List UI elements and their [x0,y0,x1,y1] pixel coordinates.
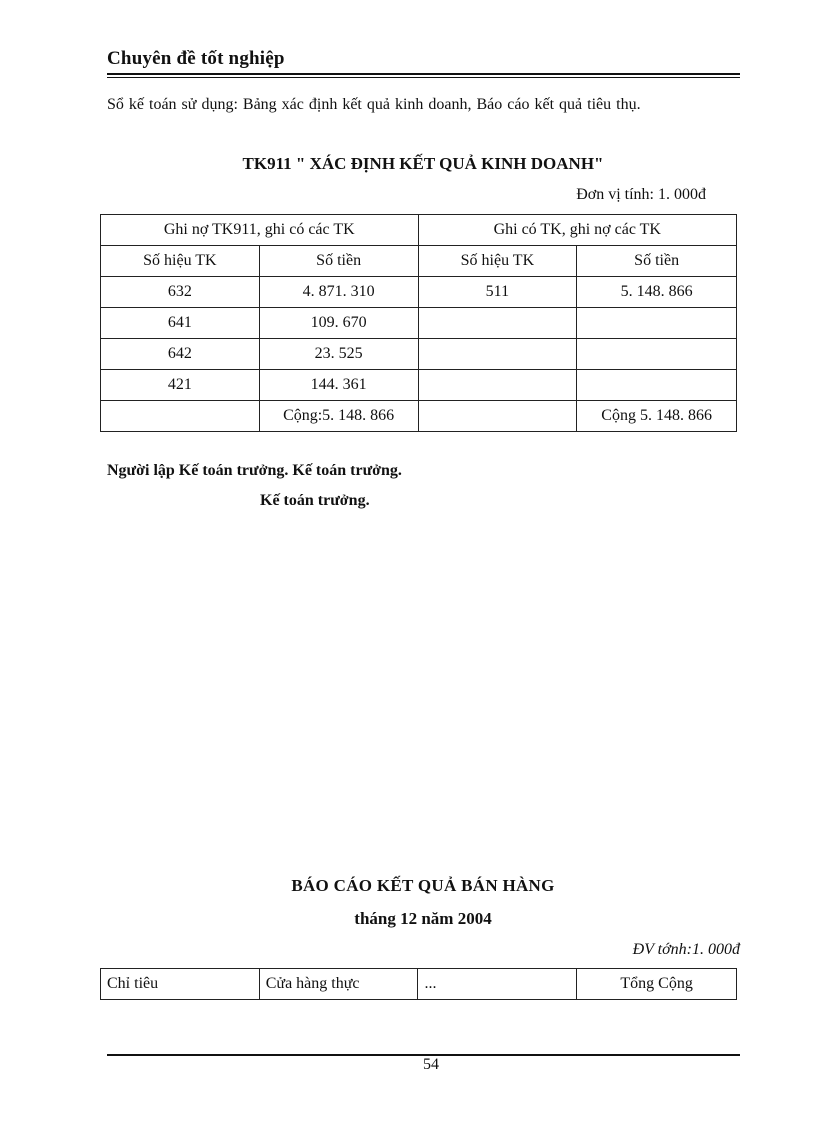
table-cell: 23. 525 [259,339,418,370]
column-header: Cửa hàng thực [259,969,418,1000]
table-cell: 4. 871. 310 [259,277,418,308]
table-cell: 421 [101,370,260,401]
header-rule-thin [107,77,740,78]
table-cell: 5. 148. 866 [577,277,737,308]
table-cell: 511 [418,277,577,308]
column-header: Chỉ tiêu [101,969,260,1000]
tk911-title: TK911 " XÁC ĐỊNH KẾT QUẢ KINH DOANH" [242,154,604,173]
table-column-header-row [101,246,737,277]
header-rule-thick [107,73,740,75]
debit-total-cell: Cộng:5. 148. 866 [259,401,418,432]
credit-total-cell: Cộng 5. 148. 866 [577,401,737,432]
tk911-table [100,214,737,432]
sales-report-table [100,968,737,1000]
signature-line-1: Người lập Kế toán trưởng. Kế toán trưởng. [107,462,402,479]
intro-paragraph: Sổ kế toán sử dụng: Bảng xác định kết quả kinh doanh, Báo cáo kết quả tiêu thụ. [107,96,641,113]
column-header: Số hiệu TK [101,246,260,277]
table-total-row [101,401,737,432]
table-cell [418,370,577,401]
table-cell [577,308,737,339]
table-column-header-row [101,969,737,1000]
table-cell: 109. 670 [259,308,418,339]
table-row [101,370,737,401]
page-number: 54 [423,1056,439,1073]
table-row [101,308,737,339]
tk911-unit: Đơn vị tính: 1. 000đ [576,186,706,203]
table-cell: 144. 361 [259,370,418,401]
table-cell: 642 [101,339,260,370]
sales-report-unit: ĐV tớnh:1. 000đ [632,941,740,958]
table-cell: 641 [101,308,260,339]
debit-group-header: Ghi nợ TK911, ghi có các TK [101,215,419,246]
column-header: Tổng Cộng [577,969,737,1000]
sales-report-title: BÁO CÁO KẾT QUẢ BÁN HÀNG [291,876,555,895]
column-header: Số tiền [259,246,418,277]
table-row [101,339,737,370]
column-header: Số tiền [577,246,737,277]
table-header-group-row [101,215,737,246]
table-row [101,277,737,308]
table-cell [418,308,577,339]
credit-group-header: Ghi có TK, ghi nợ các TK [418,215,736,246]
table-cell [577,370,737,401]
column-header: Số hiệu TK [418,246,577,277]
table-cell [418,401,577,432]
document-header-title: Chuyên đề tốt nghiệp [107,48,285,69]
table-cell [101,401,260,432]
column-header: ... [418,969,577,1000]
table-cell [577,339,737,370]
table-cell [418,339,577,370]
sales-report-subtitle: tháng 12 năm 2004 [354,909,492,928]
signature-line-2: Kế toán trưởng. [260,492,370,509]
table-cell: 632 [101,277,260,308]
